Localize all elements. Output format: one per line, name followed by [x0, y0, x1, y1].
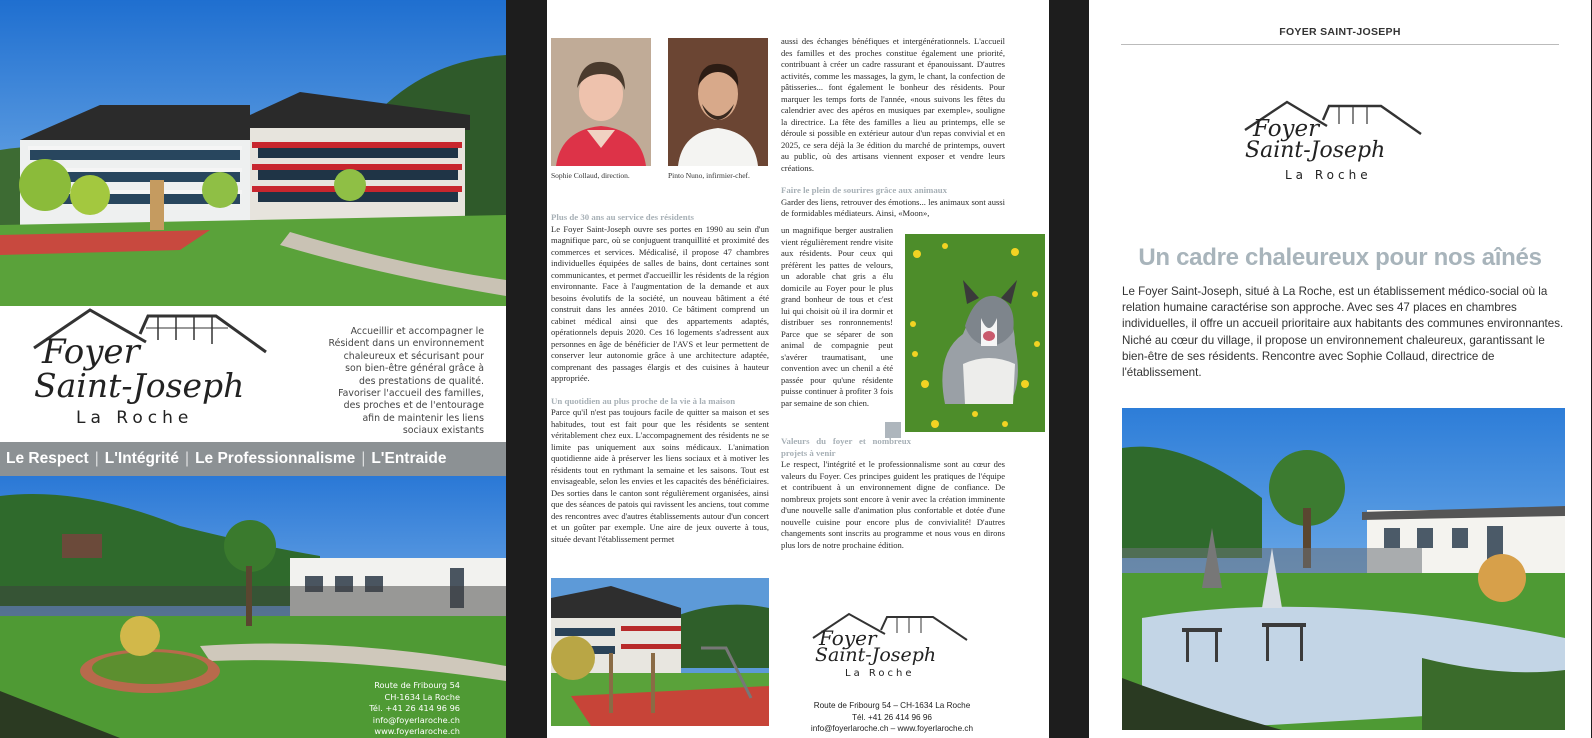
- section-title-animaux: Faire le plein de sourires grâce aux animaux: [781, 185, 948, 195]
- page-left: [0, 0, 506, 738]
- logo-large-line-3: La Roche: [1285, 168, 1372, 182]
- running-header: FOYER SAINT-JOSEPH: [1279, 26, 1401, 38]
- address-email[interactable]: info@foyerlaroche.ch: [372, 714, 460, 725]
- address-street: Route de Fribourg 54: [374, 680, 460, 690]
- address-block-small: [787, 700, 997, 735]
- separator: |: [94, 450, 99, 467]
- value-integrite: L'Intégrité: [104, 450, 180, 467]
- terrace-photo: [1122, 408, 1565, 730]
- page-right: [1089, 0, 1591, 738]
- logo-small-line-1: Foyer: [819, 626, 877, 650]
- column-2-text: aussi des échanges bénéfiques et intergénérationnels. L'accueil des familles et des proches constitue également une priorité, contribuant à créer un cadre rassurant et épanouissant. D'autres activités, comme les massages, la gym, le chant, la confection de pâtisseries... font également le bonheur des résidents. Pour marquer les temps forts de l'année, «nous suivons les fêtes du calendrier avec des apéros en musiques par exemple», souligne la directrice. La fête des familles a lieu au printemps, elle se déroule si possible en extérieur autour d'un repas convivial et en 2025, ce sera déjà la 3e édition du marché de printemps, ouvert au public, où des artisans viennent exposer et vendre leurs créations.: [781, 36, 1005, 173]
- section-text-valeurs: Le respect, l'intégrité et le professionnalisme sont au cœur des valeurs du Foyer. Ces principes guident les pratiques de l'équipe et contribuent à un environnement digne de confiance. De nombreux projets sont encore à venir avec la création imminente d'une nouvelle salle d'animation plus confortable et dotée d'une nouvelle cuisine pour encore plus de convivialité! D'autres changements sont inscrits au programme et nous vous en dirons plus lors de notre prochaine édition.: [781, 459, 1005, 550]
- playground-photo: [551, 578, 769, 726]
- address-website[interactable]: www.foyerlaroche.ch: [374, 726, 460, 736]
- address-line-2: Tél. +41 26 414 96 96: [852, 712, 932, 722]
- value-professionnalisme: Le Professionnalisme: [195, 450, 356, 467]
- address-phone: Tél. +41 26 414 96 96: [369, 703, 460, 713]
- section-title-quotidien: Un quotidien au plus proche de la vie à la maison: [551, 395, 736, 406]
- logo-small-line-3: La Roche: [845, 668, 915, 679]
- address-block: [320, 680, 460, 738]
- header-rule: [1121, 44, 1559, 45]
- section-title-30-ans: Plus de 30 ans au service des résidents: [551, 212, 694, 222]
- logo-large-line-1: Foyer: [1253, 116, 1320, 142]
- column-2-bottom: [781, 436, 1005, 551]
- logo-large-line-2: Saint-Joseph: [1245, 138, 1386, 163]
- values-bar: [0, 442, 506, 476]
- caption-sophie: Sophie Collaud, direction.: [551, 171, 630, 180]
- building-photo: [0, 0, 506, 306]
- logo: [28, 302, 278, 437]
- logo-line-1: Foyer: [42, 332, 140, 372]
- section-title-valeurs: Valeurs du foyer et nombreux projets à venir: [781, 436, 911, 458]
- tagline: Accueillir et accompagner le Résident dans un environnement chaleureux et sécurisant pour son bien-être général grâce à des prestations de qualité. Favoriser l'accueil des familles, des proches et de l'entourage afin de maintenir les liens sociaux existants: [328, 326, 484, 437]
- value-entraide: L'Entraide: [371, 450, 447, 467]
- page-middle: [547, 0, 1049, 738]
- address-city: CH-1634 La Roche: [384, 691, 460, 702]
- logo-line-3: La Roche: [76, 408, 194, 428]
- portrait-pinto-nuno: [668, 38, 768, 166]
- logo-large: [1241, 96, 1431, 196]
- column-2: [781, 36, 1005, 220]
- portrait-sophie-collaud: [551, 38, 651, 166]
- value-respect: Le Respect: [6, 450, 89, 467]
- section-text-animaux-top: Garder des liens, retrouver des émotions... les animaux sont aussi de formidables médiateurs. Ainsi, «Moon»,: [781, 196, 1005, 218]
- section-text-30-ans: Le Foyer Saint-Joseph ouvre ses portes en 1990 au sein d'un magnifique parc, où se conjuguent tranquillité et proximité des commerces et services. Médicalisé, il propose 47 chambres individuelles équipées de salles de bains, dont certaines sont communicantes, et permet d'accueillir les résidents de la région environnante. Face à l'augmentation de la demande et aux besoins évolutifs de la société, un nouveau bâtiment a été construit dans les années 2010. Ce bâtiment comprend un cabinet médical ainsi que des appartements adaptés, opérationnels depuis 2020. Ces 16 logements s'adressent aux personnes en âge de bénéficier de l'AVS et leur permettent de conserver leur autonomie grâce à une architecture adaptée, comprenant des passages élargis et des cuisines à hauteur appropriée.: [551, 223, 769, 383]
- address-line-3[interactable]: info@foyerlaroche.ch – www.foyerlaroche.ch: [810, 724, 974, 733]
- logo-small: [809, 608, 979, 688]
- logo-small-line-2: Saint-Joseph: [815, 644, 937, 666]
- column-1: [551, 212, 769, 545]
- article-intro: Le Foyer Saint-Joseph, situé à La Roche, est un établissement médico-social où la relation humaine caractérise son approche. Avec ses 47 places en chambres individuelles, il offre un accueil prioritaire aux habitants des communes environnantes. Niché au cœur du village, il propose un environnement chaleureux, garantissant le bien-être de ses résidents. Rencontre avec Sophie Collaud, directrice de l'établissement.: [1122, 285, 1564, 380]
- dog-photo: [905, 234, 1045, 432]
- section-text-quotidien: Parce qu'il n'est pas toujours facile de quitter sa maison et ses habitudes, tout est fait pour que les résidents se sentent véritablement chez eux. L'accompagnement des résidents ne se limite pas uniquement aux soins médicaux. L'animation quotidienne aide à préserver les liens sociaux et à motiver les résidents tout en rythmant la semaine et les saisons. Tout est envisageable, selon les envies et les capacités des bénéficiaires. Des sorties dans le canton sont régulièrement organisées, ainsi que des séances de patois qui ravissent les anciens, tout comme des rencontres avec d'autres établissements autour d'un concert et un goûter par exemple. Une aire de jeux ouverte à tous, située devant l'établissement permet: [551, 407, 769, 544]
- separator: |: [185, 450, 190, 467]
- address-line-1: Route de Fribourg 54 – CH-1634 La Roche: [813, 701, 971, 710]
- separator: |: [361, 450, 366, 467]
- caption-pinto: Pinto Nuno, infirmier-chef.: [668, 171, 750, 180]
- logo-line-2: Saint-Joseph: [34, 366, 245, 405]
- section-text-animaux-wrap: un magnifique berger australien vient régulièrement rendre visite aux résidents. Pour ceux qui préfèrent les pattes de velours, un adorable chat gris a élu domicile au Foyer pour le plus grand bonheur de tous et c'est lui qui choisit où il ira dormir et distribuer ses ronronnements! Parce que se séparer de son animal de compagnie peut s'avérer traumatisant, une convention avec un chenil a été passée pour qu'une résidente puisse continuer à profiter 3 fois par semaine de son chien.: [781, 225, 893, 408]
- article-title: Un cadre chaleureux pour nos aînés: [1138, 244, 1542, 271]
